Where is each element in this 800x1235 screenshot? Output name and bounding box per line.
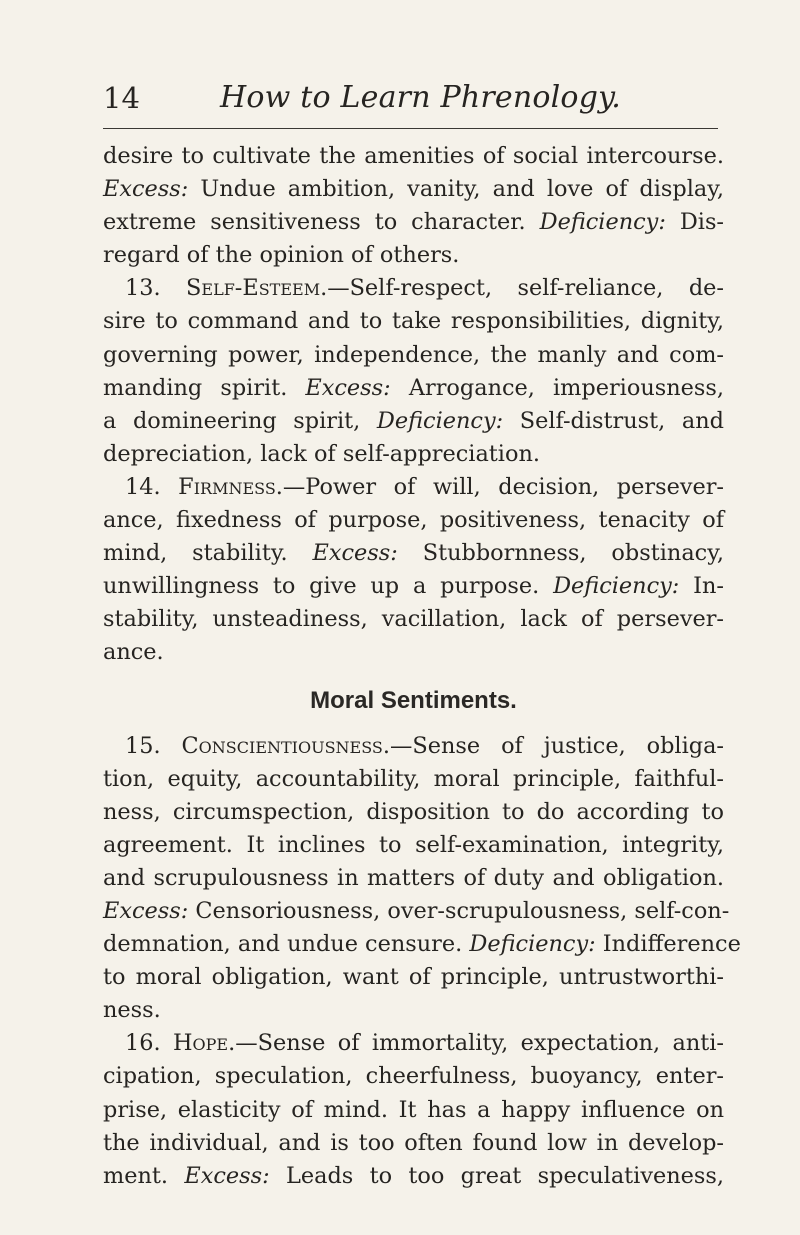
section-heading: Moral Sentiments. xyxy=(310,686,517,714)
text-line xyxy=(103,796,724,829)
text-line xyxy=(103,305,724,338)
text-line xyxy=(103,372,724,405)
page-header xyxy=(103,78,718,118)
text-run: the individual, and is too often found low in develop- xyxy=(103,1129,724,1156)
text-run: Arrogance, imperiousness, xyxy=(408,374,724,401)
text-run: tion, equity, accountability, moral principle, faithful- xyxy=(103,765,724,792)
page-number: 14 xyxy=(103,81,140,115)
excess-label: Excess: xyxy=(305,374,391,401)
text-line xyxy=(103,829,724,862)
text-run: Self-distrust, and xyxy=(519,407,724,434)
text-line xyxy=(103,537,724,570)
text-run: unwillingness to give up a purpose. xyxy=(103,573,540,600)
text-line xyxy=(103,928,741,961)
text-line xyxy=(103,405,724,438)
text-run: ness, circumspection, disposition to do according to xyxy=(103,798,724,825)
text-line xyxy=(103,206,724,239)
item-number: 14. xyxy=(125,473,161,500)
paragraph-conscientiousness xyxy=(103,730,741,1028)
deficiency-label: Deficiency: xyxy=(539,209,666,236)
text-run: —Sense of justice, obliga- xyxy=(390,732,724,759)
text-run: —Power of will, decision, persever- xyxy=(282,473,724,500)
text-run: Indifference xyxy=(602,931,741,958)
text-run: to moral obligation, want of principle, untrustworthi- xyxy=(103,964,724,991)
excess-label: Excess: xyxy=(312,540,398,567)
text-line xyxy=(103,1127,724,1160)
text-run: agreement. It inclines to self-examination, integrity, xyxy=(103,831,724,858)
faculty-name: Hope. xyxy=(173,1030,236,1057)
text-line xyxy=(103,1160,724,1193)
text-line xyxy=(103,272,724,305)
text-line xyxy=(103,636,724,669)
excess-label: Excess: xyxy=(184,1162,270,1189)
text-run: prise, elasticity of mind. It has a happy influence on xyxy=(103,1096,724,1123)
text-line xyxy=(103,730,724,763)
excess-label: Excess: xyxy=(103,176,189,203)
text-line xyxy=(103,570,724,603)
text-run: Stubbornness, obstinacy, xyxy=(422,540,724,567)
item-number: 16. xyxy=(125,1030,161,1057)
deficiency-label: Deficiency: xyxy=(469,931,596,958)
text-run: ance, fixedness of purpose, positiveness, tenacity of xyxy=(103,507,724,534)
text-line xyxy=(103,471,724,504)
deficiency-label: Deficiency: xyxy=(553,573,680,600)
text-run: ness. xyxy=(103,997,161,1024)
text-line xyxy=(103,504,724,537)
text-run: a domineering spirit, xyxy=(103,407,361,434)
text-line xyxy=(103,239,724,272)
excess-label: Excess: xyxy=(103,897,189,924)
text-run: Censoriousness, over-scrupulousness, self-con- xyxy=(195,897,730,924)
text-run: desire to cultivate the amenities of social intercourse. xyxy=(103,143,724,169)
paragraph-continuation xyxy=(103,140,724,272)
text-run: sire to command and to take responsibilities, dignity, xyxy=(103,308,724,335)
text-run: Dis- xyxy=(679,209,724,236)
text-run: governing power, independence, the manly and com- xyxy=(103,341,724,368)
text-run: regard of the opinion of others. xyxy=(103,242,460,269)
text-run: cipation, speculation, cheerfulness, buoyancy, enter- xyxy=(103,1063,724,1090)
text-line xyxy=(103,862,724,895)
text-run: extreme sensitiveness to character. xyxy=(103,209,526,236)
text-run: In- xyxy=(693,573,725,600)
text-run: Leads to too great speculativeness, xyxy=(285,1162,724,1189)
text-run: stability, unsteadiness, vacillation, lack of persever- xyxy=(103,606,724,633)
text-line xyxy=(103,173,724,206)
text-line xyxy=(103,603,724,636)
text-run: ment. xyxy=(103,1162,169,1189)
text-line xyxy=(103,994,724,1027)
faculty-name: Firmness. xyxy=(178,473,283,500)
text-line xyxy=(103,961,724,994)
header-rule xyxy=(103,128,718,129)
text-line xyxy=(103,339,724,372)
text-run: ance. xyxy=(103,639,164,666)
text-line xyxy=(103,438,724,471)
text-run: —Self-respect, self-reliance, de- xyxy=(327,275,724,302)
text-line xyxy=(103,1094,724,1127)
body-text xyxy=(103,140,741,1193)
faculty-name: Self-Esteem. xyxy=(186,275,328,302)
text-line xyxy=(103,895,730,928)
text-line xyxy=(103,1027,724,1060)
text-run: —Sense of immortality, expectation, anti- xyxy=(235,1030,725,1057)
running-title: How to Learn Phrenology. xyxy=(220,80,621,115)
item-number: 15. xyxy=(125,732,161,759)
faculty-name: Conscientiousness. xyxy=(181,732,390,759)
text-run: manding spirit. xyxy=(103,374,288,401)
paragraph-self-esteem xyxy=(103,272,724,471)
text-run: Undue ambition, vanity, and love of display, xyxy=(200,176,724,203)
item-number: 13. xyxy=(125,275,161,302)
text-run: demnation, and undue censure. xyxy=(103,931,463,958)
text-run: depreciation, lack of self-appreciation. xyxy=(103,440,540,467)
paragraph-hope xyxy=(103,1027,724,1192)
text-line xyxy=(103,763,724,796)
text-line xyxy=(103,1060,724,1093)
text-run: and scrupulousness in matters of duty and obligation. xyxy=(103,864,724,891)
deficiency-label: Deficiency: xyxy=(376,407,504,434)
text-run: mind, stability. xyxy=(103,540,288,567)
paragraph-firmness xyxy=(103,471,724,670)
text-line xyxy=(103,140,724,173)
